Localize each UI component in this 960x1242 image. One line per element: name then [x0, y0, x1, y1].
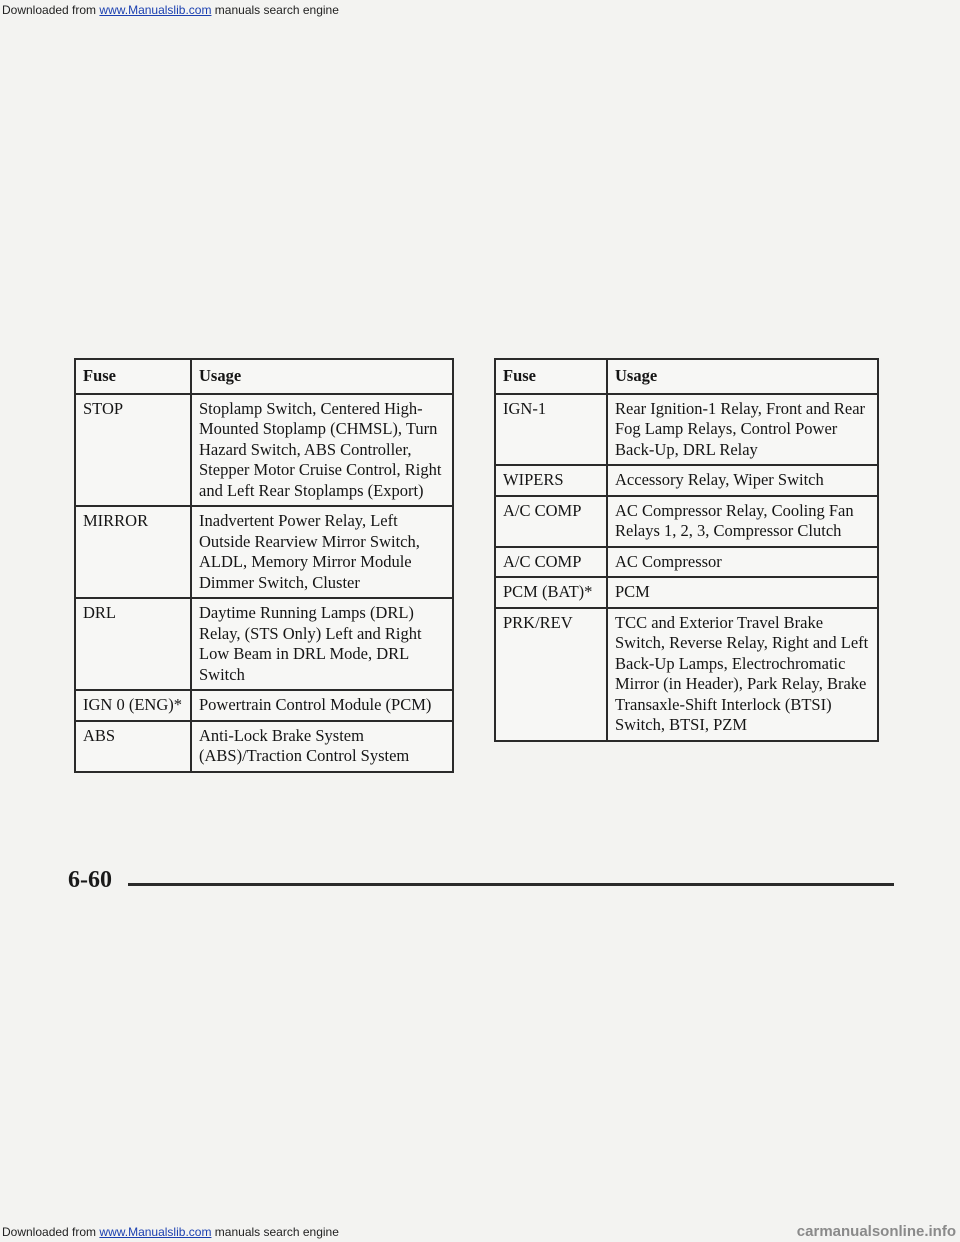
usage-cell: PCM: [607, 577, 878, 608]
usage-cell: Rear Ignition-1 Relay, Front and Rear Fog Lamp Relays, Control Power Back-Up, DRL Relay: [607, 394, 878, 466]
banner-prefix: Downloaded from: [2, 3, 97, 17]
banner-prefix: Downloaded from: [2, 1225, 97, 1239]
table-row: [495, 394, 878, 466]
table-row: [495, 608, 878, 741]
table-row: [75, 394, 453, 507]
table-row: [495, 577, 878, 608]
table-header-row: [495, 359, 878, 394]
bottom-banner-text: [2, 1222, 339, 1242]
table-row: [75, 721, 453, 772]
fuse-cell: IGN 0 (ENG)*: [75, 690, 191, 721]
fuse-cell: A/C COMP: [495, 496, 607, 547]
fuse-cell: MIRROR: [75, 506, 191, 598]
table-row: [495, 496, 878, 547]
usage-cell: Powertrain Control Module (PCM): [191, 690, 453, 721]
usage-cell: AC Compressor Relay, Cooling Fan Relays 1, 2, 3, Compressor Clutch: [607, 496, 878, 547]
usage-cell: Inadvertent Power Relay, Left Outside Rearview Mirror Switch, ALDL, Memory Mirror Module Dimmer Switch, Cluster: [191, 506, 453, 598]
table-row: [495, 465, 878, 496]
footer-rule: [128, 883, 894, 886]
column-header-fuse: Fuse: [495, 359, 607, 394]
manualslib-link[interactable]: www.Manualslib.com: [99, 1225, 212, 1239]
fuse-cell: PCM (BAT)*: [495, 577, 607, 608]
usage-cell: Accessory Relay, Wiper Switch: [607, 465, 878, 496]
table-row: [75, 506, 453, 598]
fuse-table-right: [494, 358, 879, 742]
banner-suffix: manuals search engine: [214, 1225, 339, 1239]
usage-cell: AC Compressor: [607, 547, 878, 578]
column-header-usage: Usage: [607, 359, 878, 394]
table-header-row: [75, 359, 453, 394]
manualslib-link[interactable]: www.Manualslib.com: [99, 3, 212, 17]
usage-cell: Anti-Lock Brake System (ABS)/Traction Control System: [191, 721, 453, 772]
table-row: [75, 690, 453, 721]
fuse-cell: STOP: [75, 394, 191, 507]
page-number: 6-60: [68, 867, 112, 893]
fuse-cell: A/C COMP: [495, 547, 607, 578]
table-row: [495, 547, 878, 578]
fuse-table-left: [74, 358, 454, 773]
column-header-fuse: Fuse: [75, 359, 191, 394]
fuse-cell: ABS: [75, 721, 191, 772]
usage-cell: TCC and Exterior Travel Brake Switch, Reverse Relay, Right and Left Back-Up Lamps, Electrochromatic Mirror (in Header), Park Relay, Brake Transaxle-Shift Interlock (BTSI) Switch, BTSI, PZM: [607, 608, 878, 741]
usage-cell: Stoplamp Switch, Centered High-Mounted Stoplamp (CHMSL), Turn Hazard Switch, ABS Controller, Stepper Motor Cruise Control, Right and Left Rear Stoplamps (Export): [191, 394, 453, 507]
fuse-cell: PRK/REV: [495, 608, 607, 741]
column-header-usage: Usage: [191, 359, 453, 394]
fuse-cell: DRL: [75, 598, 191, 690]
fuse-cell: IGN-1: [495, 394, 607, 466]
fuse-cell: WIPERS: [495, 465, 607, 496]
usage-cell: Daytime Running Lamps (DRL) Relay, (STS Only) Left and Right Low Beam in DRL Mode, DRL Switch: [191, 598, 453, 690]
download-banner: [0, 0, 960, 20]
watermark: carmanualsonline.info: [796, 1223, 956, 1240]
banner-suffix: manuals search engine: [214, 3, 339, 17]
table-row: [75, 598, 453, 690]
bottom-banner: [0, 1222, 960, 1242]
